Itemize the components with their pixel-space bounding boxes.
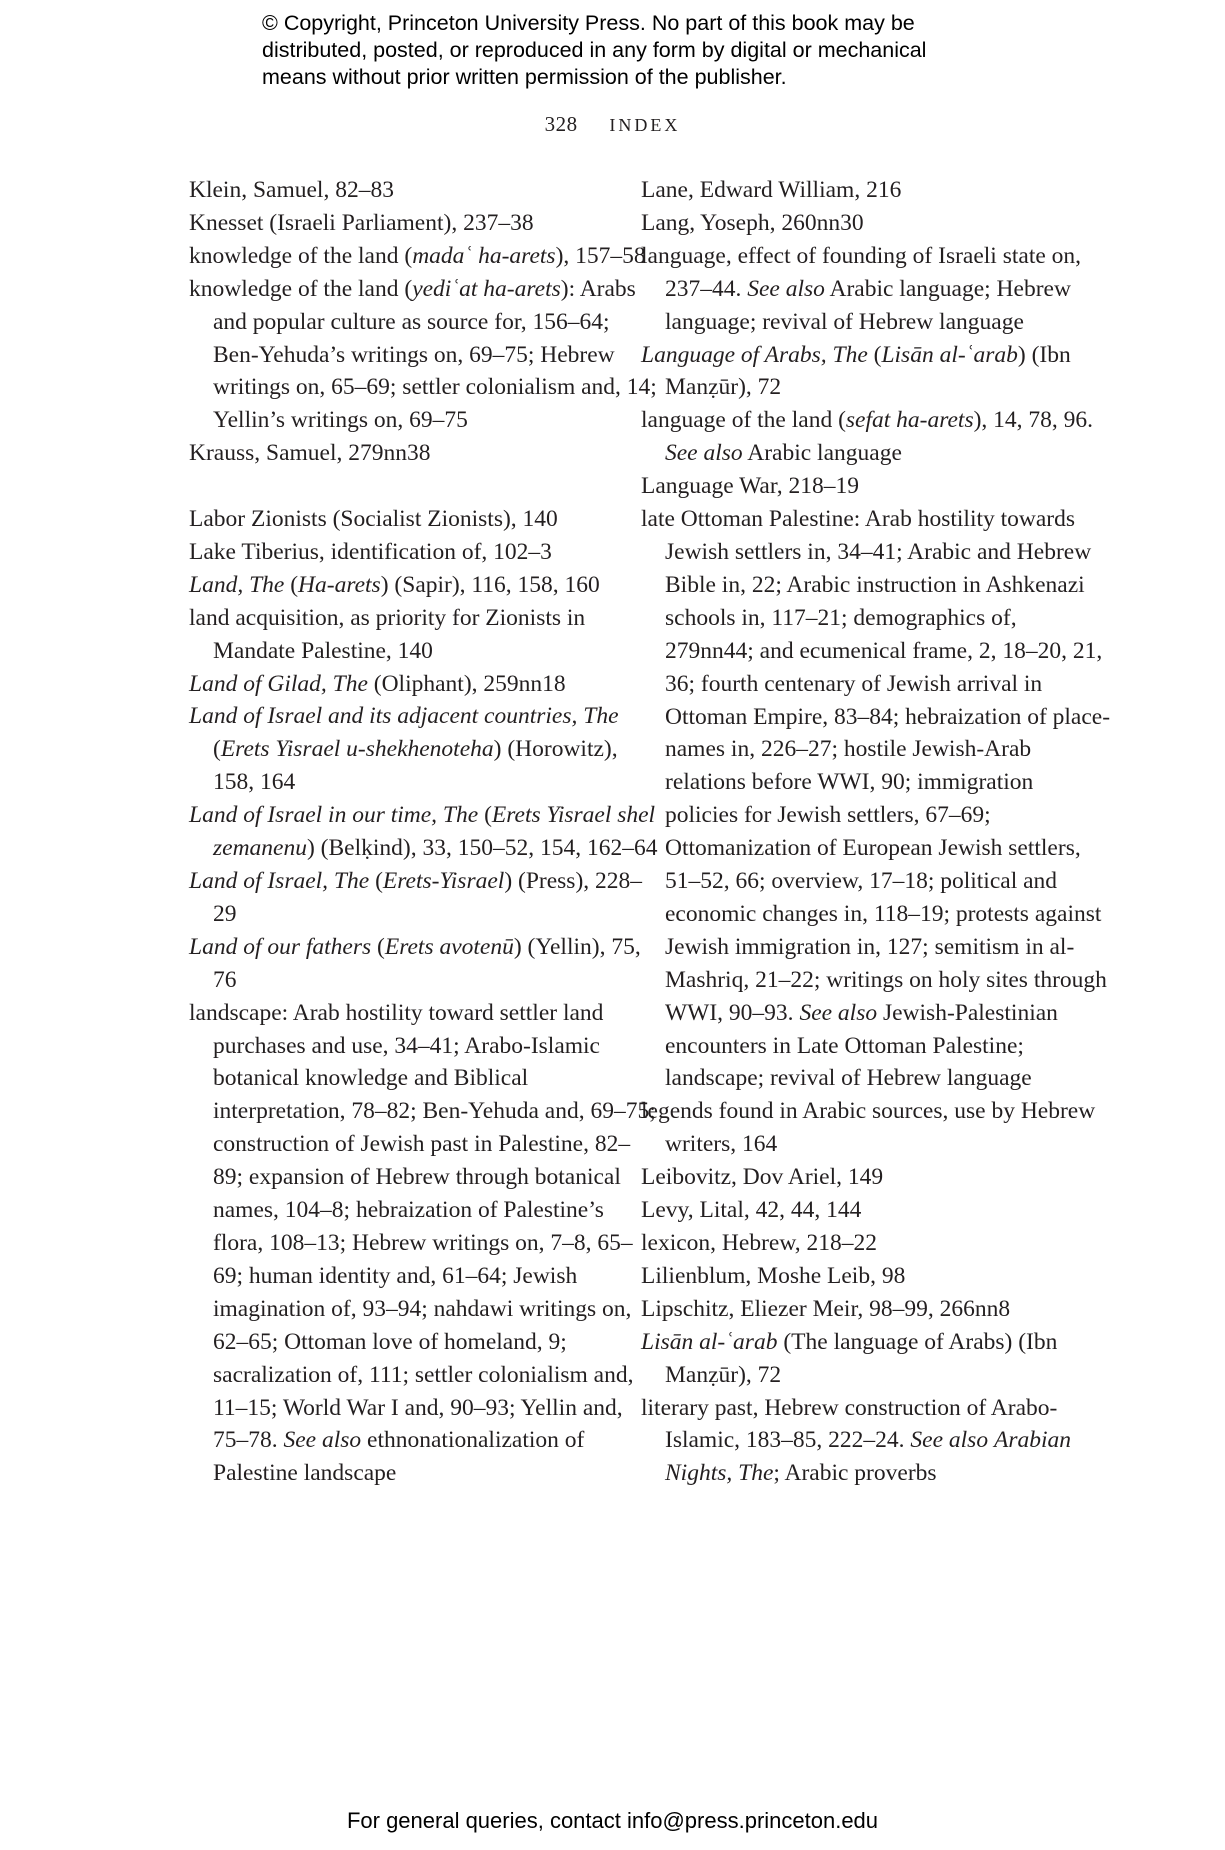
index-entry-italic-text: Language of Arabs, The <box>641 341 868 368</box>
index-entry-text: ; Arabic proverbs <box>773 1460 937 1487</box>
index-entry-text: language of the land ( <box>641 407 846 434</box>
index-entry-text: land acquisition, as priority for Zionists in Mandate Palestine, 140 <box>189 604 586 664</box>
index-entry-italic-text: Land of Israel in our time, The <box>189 802 479 829</box>
index-entry-italic-text: Land of Gilad, The <box>189 670 368 697</box>
index-entry-text: ( <box>371 933 385 960</box>
index-entry-text: knowledge of the land ( <box>189 242 413 269</box>
index-entry-italic-text: sefat ha-arets <box>845 407 974 434</box>
index-entry <box>641 404 1111 470</box>
index-entry-text: ( <box>478 802 492 829</box>
index-entry-text: ), 14, 78, 96. <box>973 407 1094 434</box>
index-entry-text: ( <box>369 868 383 895</box>
index-entry <box>189 865 659 931</box>
index-column-left <box>189 174 659 1490</box>
page-number: 328 <box>544 112 578 136</box>
index-entry-text: Lipschitz, Eliezer Meir, 98–99, 266nn8 <box>641 1295 1011 1322</box>
index-entry-text: Jewish-Palestinian encounters in Late Ottoman Palestine; landscape; revival of Hebrew language <box>665 999 1058 1092</box>
index-entry-text: ( <box>284 571 299 598</box>
index-entry <box>641 1326 1111 1392</box>
index-entry-italic-text: Erets avotenū <box>384 933 514 960</box>
index-entry-text: Knesset (Israeli Parliament), 237–38 <box>189 209 534 236</box>
index-entry-text: Lake Tiberius, identification of, 102–3 <box>189 538 552 565</box>
index-entry <box>189 207 659 240</box>
index-entry <box>189 437 659 470</box>
index-entry-text: landscape: Arab hostility toward settler land purchases and use, 34–41; Arabo-Islamic botanical knowledge and Biblical interpretation, 78–82; Ben-Yehuda and, 69–75; construction of Jewish past in Palestine, 82–89; expansion of Hebrew through botanical names, 104–8; hebraization of Palestine’s flora, 108–13; Hebrew writings on, 7–8, 65–69; human identity and, 61–64; Jewish imagination of, 93–94; nahdawi writings on, 62–65; Ottoman love of homeland, 9; sacralization of, 111; settler colonialism and, 11–15; World War I and, 90–93; Yellin and, 75–78. <box>189 999 656 1454</box>
index-entry <box>641 1227 1111 1260</box>
index-entry-text: Labor Zionists (Socialist Zionists), 140 <box>189 506 558 533</box>
index-entry <box>189 700 659 799</box>
index-entry-italic-text: yediʿat ha-arets <box>412 275 561 302</box>
index-entry <box>189 273 659 438</box>
index-entry-italic-text: madaʿ ha-arets <box>412 242 556 269</box>
index-entry-text: Krauss, Samuel, 279nn38 <box>189 440 431 467</box>
index-entry-italic-text: Lisān al-ʿarab <box>881 341 1018 368</box>
index-entry-italic-text: Land of our fathers <box>189 933 372 960</box>
index-entry-text: ) (Ibn Manẓūr), 72 <box>665 341 1071 401</box>
index-entry <box>189 536 659 569</box>
index-entry <box>641 207 1111 240</box>
index-entry-text: literary past, Hebrew construction of Arabo-Islamic, 183–85, 222–24. <box>641 1394 1058 1454</box>
copyright-line: means without prior written permission of the publisher. <box>262 65 787 89</box>
copyright-line: distributed, posted, or reproduced in any form by digital or mechanical <box>262 38 927 62</box>
index-entry <box>189 668 659 701</box>
index-entry <box>641 470 1111 503</box>
index-entry-text: ( <box>867 341 882 368</box>
index-entry <box>189 997 659 1491</box>
index-entry-italic-text: Erets Yisrael shel zemanenu <box>213 802 656 862</box>
index-entry-italic-text: Lisān al-ʿarab <box>641 1328 778 1355</box>
index-entry <box>189 240 659 273</box>
index-entry <box>641 1392 1111 1491</box>
index-entry-text: ) (Press), 228–29 <box>213 868 643 927</box>
index-column-right <box>641 174 1111 1490</box>
index-entry <box>641 1260 1111 1293</box>
index-entry-text: ( <box>213 736 221 763</box>
index-entry-text: Lilienblum, Moshe Leib, 98 <box>641 1262 906 1289</box>
index-entry-text: (The language of Arabs) (Ibn Manẓūr), 72 <box>665 1328 1058 1388</box>
index-entry-text: ethnonationalization of Palestine landscape <box>213 1427 585 1487</box>
index-entry-italic-text: See also <box>283 1427 362 1454</box>
index-entry-italic-text: See also <box>910 1427 989 1454</box>
index-entry-text: Arabic language; Hebrew language; revival of Hebrew language <box>665 275 1071 335</box>
index-entry-italic-text: Arabian Nights, The <box>665 1427 1071 1487</box>
index-entry <box>641 339 1111 405</box>
index-entry-text: lexicon, Hebrew, 218–22 <box>641 1230 878 1256</box>
section-title: INDEX <box>609 115 681 135</box>
index-entry-text: ) (Horowitz), 158, 164 <box>213 736 618 796</box>
index-entry <box>189 174 659 207</box>
copyright-line: © Copyright, Princeton University Press. No part of this book may be <box>262 11 915 35</box>
index-entry <box>641 240 1111 339</box>
index-entry <box>641 1194 1111 1227</box>
copyright-notice <box>262 10 1022 91</box>
index-entry <box>189 931 659 997</box>
index-entry-text: Arabic language <box>742 440 902 467</box>
index-entry-italic-text: Erets-Yisrael <box>382 868 505 895</box>
index-entry-italic-text: Ha-arets <box>298 571 381 598</box>
index-entry <box>641 1161 1111 1194</box>
footer-contact: For general queries, contact info@press.princeton.edu <box>346 1808 879 1833</box>
index-entry-italic-text: Land of Israel and its adjacent countries, The <box>189 703 619 730</box>
index-entry-text: late Ottoman Palestine: Arab hostility towards Jewish settlers in, 34–41; Arabic and Hebrew Bible in, 22; Arabic instruction in Ashkenazi schools in, 117–21; demographics of, 279nn44; and ecumenical frame, 2, 18–20, 21, 36; fourth centenary of Jewish arrival in Ottoman Empire, 83–84; hebraization of place-names in, 226–27; hostile Jewish-Arab relations before WWI, 90; immigration policies for Jewish settlers, 67–69; Ottomanization of European Jewish settlers, 51–52, 66; overview, 17–18; political and economic changes in, 118–19; protests against Jewish immigration in, 127; semitism in al-Mashriq, 21–22; writings on holy sites through WWI, 90–93. <box>641 506 1111 1026</box>
index-entry-italic-text: Land of Israel, The <box>189 868 370 895</box>
index-entry-text: Levy, Lital, 42, 44, 144 <box>641 1197 862 1224</box>
index-entry-text: Leibovitz, Dov Ariel, 149 <box>641 1164 884 1191</box>
index-entry <box>641 174 1111 207</box>
index-entry-italic-text: Erets Yisrael u-shekhenoteha <box>220 736 494 763</box>
index-entry-text: knowledge of the land ( <box>189 275 413 302</box>
index-entry-text: ) (Sapir), 116, 158, 160 <box>380 571 600 598</box>
running-head <box>0 112 1225 137</box>
index-entry-italic-text: See also <box>665 440 743 467</box>
index-entry <box>189 799 659 865</box>
index-entry-text: legends found in Arabic sources, use by Hebrew writers, 164 <box>641 1098 1096 1158</box>
index-entry <box>641 1095 1111 1161</box>
index-entry-text: ): Arabs and popular culture as source for, 156–64; Ben-Yehuda’s writings on, 69–75; Hebrew writings on, 65–69; settler colonialism and, 14; Yellin’s writings on, 69–75 <box>213 275 657 434</box>
index-entry-italic-text: Land, The <box>189 571 285 598</box>
index-entry-text: Language War, 218–19 <box>641 473 859 500</box>
index-entry-text: Klein, Samuel, 82–83 <box>189 177 394 203</box>
index-entry-text: ) (Belḳind), 33, 150–52, 154, 162–64 <box>306 835 658 862</box>
index-entry-italic-text: See also <box>799 999 878 1026</box>
index-entry <box>189 602 659 668</box>
index-entry-text: Lang, Yoseph, 260nn30 <box>641 209 864 236</box>
index-entry-text: ) (Yellin), 75, 76 <box>213 933 641 993</box>
index-entry-text: ), 157–58 <box>555 242 646 269</box>
index-entry <box>189 569 659 602</box>
index-entry <box>641 503 1111 1095</box>
index-entry-italic-text: See also <box>747 275 825 302</box>
index-entry <box>189 503 659 536</box>
index-entry-text: (Oliphant), 259nn18 <box>367 670 566 697</box>
index-entry-text: Lane, Edward William, 216 <box>641 177 902 203</box>
index-entry <box>641 1293 1111 1326</box>
index-entry-text: language, effect of founding of Israeli state on, 237–44. <box>641 242 1082 302</box>
